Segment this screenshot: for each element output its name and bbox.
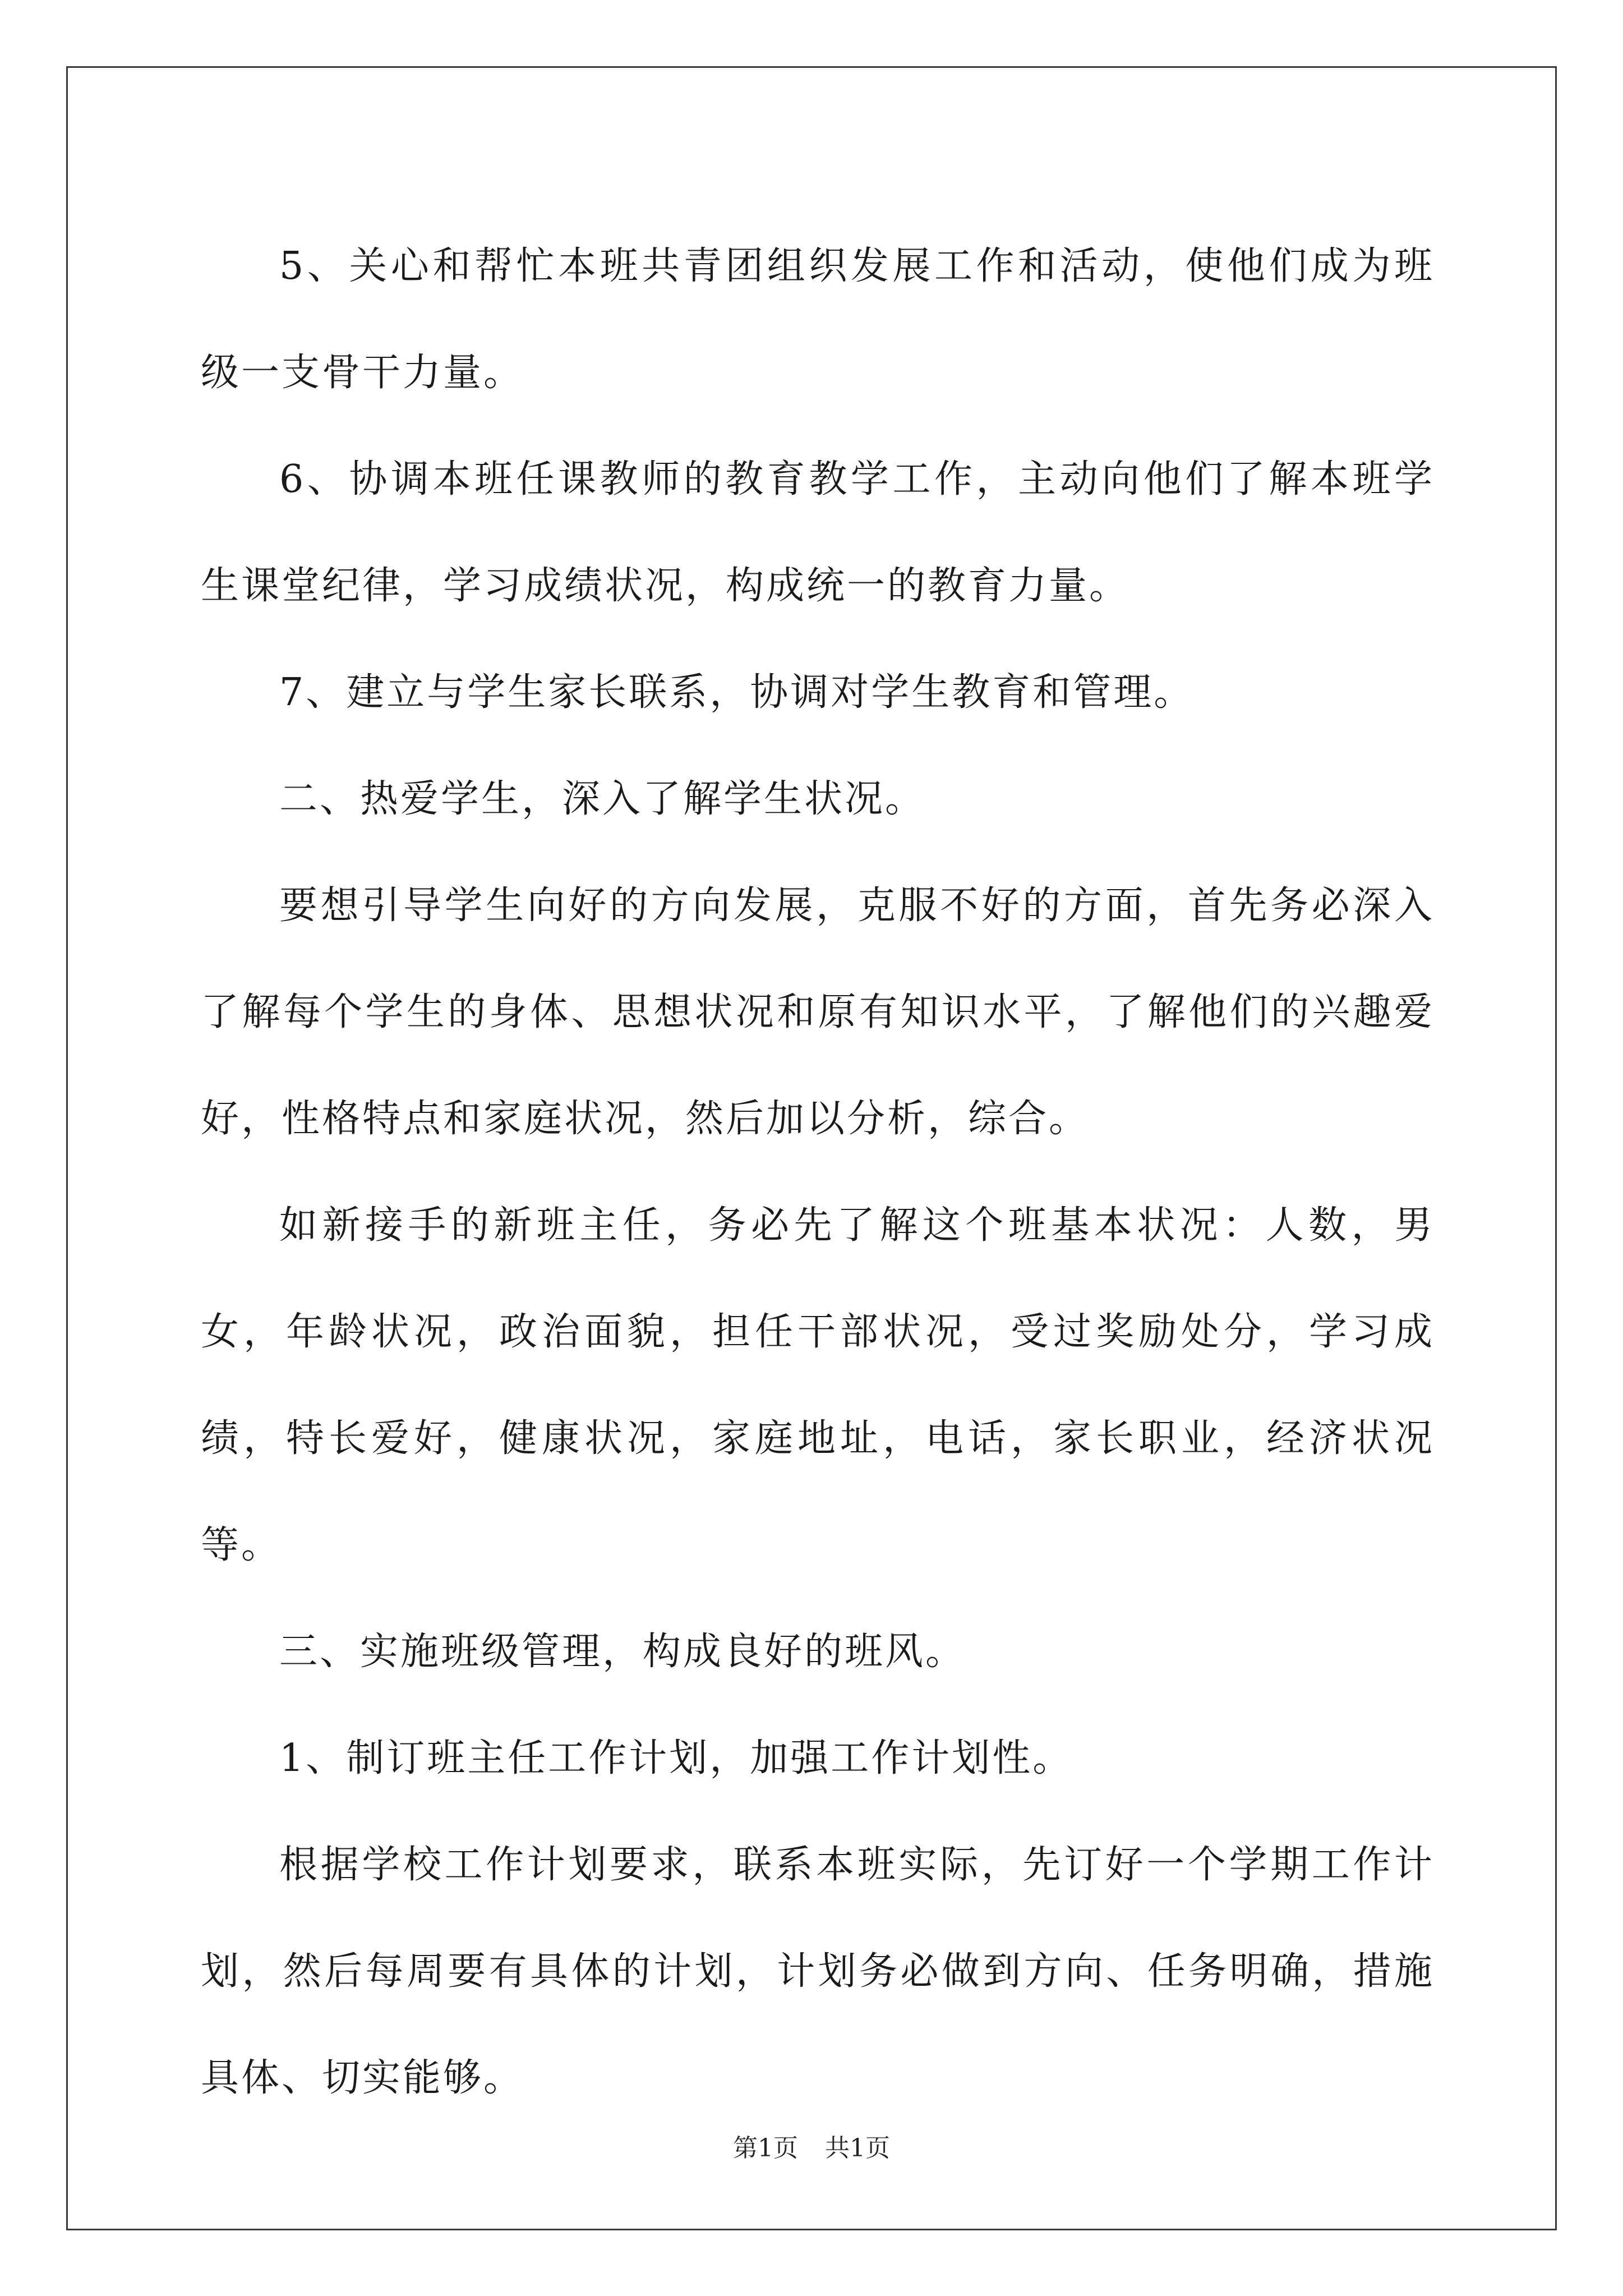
page-footer [0,2132,1623,2165]
document-body [201,213,1435,2132]
section-heading: 三、实施班级管理，构成良好的班风。 [279,1630,966,1674]
paragraph: 1、制订班主任工作计划，加强工作计划性。 [279,1736,1073,1780]
page-number: 第1页 [733,2134,798,2162]
paragraph: 5、关心和帮忙本班共青团组织发展工作和活动，使他们成为班级一支骨干力量。 [201,244,1435,395]
paragraph: 要想引导学生向好的方向发展，克服不好的方面，首先务必深入了解每个学生的身体、思想状况和原有知识水平，了解他们的兴趣爱好，性格特点和家庭状况，然后加以分析，综合。 [201,884,1435,1141]
paragraph: 根据学校工作计划要求，联系本班实际，先订好一个学期工作计划，然后每周要有具体的计划，计划务必做到方向、任务明确，措施具体、切实能够。 [201,1843,1435,2100]
paragraph: 如新接手的新班主任，务必先了解这个班基本状况：人数，男女，年龄状况，政治面貌，担任干部状况，受过奖励处分，学习成绩，特长爱好，健康状况，家庭地址，电话，家长职业，经济状况等。 [201,1203,1435,1567]
paragraph: 7、建立与学生家长联系，协调对学生教育和管理。 [279,670,1195,715]
paragraph: 6、协调本班任课教师的教育教学工作，主动向他们了解本班学生课堂纪律，学习成绩状况，构成统一的教育力量。 [201,457,1435,608]
section-heading: 二、热爱学生，深入了解学生状况。 [279,777,926,821]
page-total: 共1页 [825,2134,890,2162]
